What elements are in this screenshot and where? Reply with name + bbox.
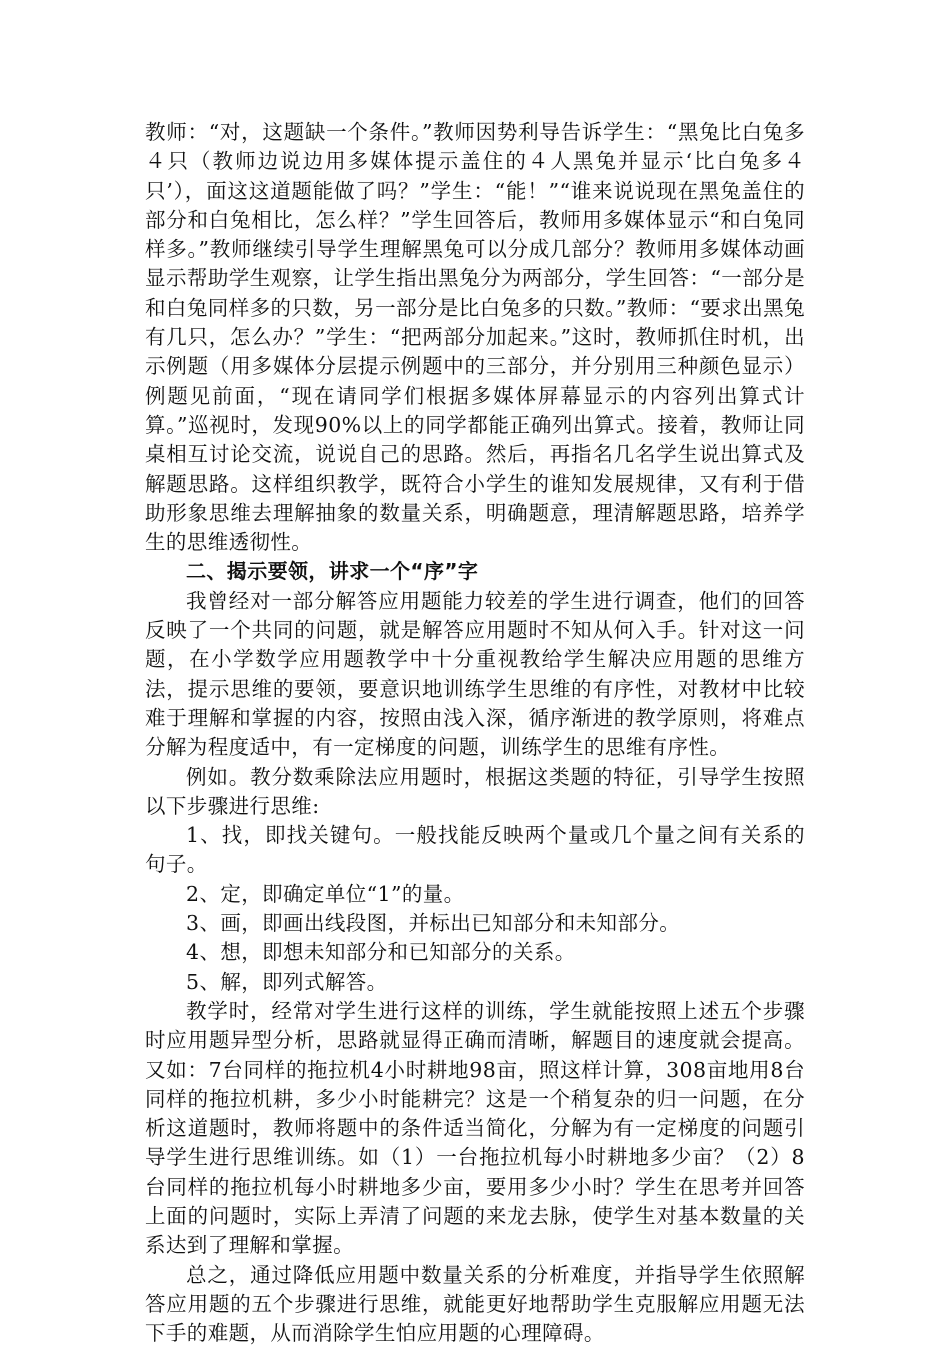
paragraph-survey: 我曾经对一部分解答应用题能力较差的学生进行调查，他们的回答反映了一个共同的问题，就是解答应用题时不知从何入手。针对这一问题，在小学数学应用题教学中十分重视教给学生解决应用题的思维方法，提示思维的要领，要意识地训练学生思维的有序性，对教材中比较难于理解和掌握的内容，按照由浅入深，循序渐进的教学原则，将难点分解为程度适中，有一定梯度的问题，训练学生的思维有序性。 (145, 588, 805, 760)
step-3-draw: 3、画，即画出线段图，并标出已知部分和未知部分。 (186, 911, 681, 936)
document-page (145, 118, 805, 1348)
paragraph-example-intro: 例如。教分数乘除法应用题时，根据这类题的特征，引导学生按照以下步骤进行思维: (145, 764, 805, 818)
section-heading: 二、揭示要领，讲求一个“序”字 (186, 559, 479, 584)
paragraph-conclusion: 总之，通过降低应用题中数量关系的分析难度，并指导学生依照解答应用题的五个步骤进行思维，就能更好地帮助学生克服解应用题无法下手的难题，从而消除学生怕应用题的心理障碍。 (145, 1262, 805, 1346)
step-1-find: 1、找，即找关键句。一般找能反映两个量或几个量之间有关系的句子。 (145, 823, 805, 877)
paragraph-training-example: 教学时，经常对学生进行这样的训练，学生就能按照上述五个步骤时应用题异型分析，思路就显得正确而清晰，解题目的速度就会提高。又如：7台同样的拖拉机4小时耕地98亩，照这样计算，308亩地用8台同样的拖拉机耕，多少小时能耕完？这是一个稍复杂的归一问题，在分析这道题时，教师将题中的条件适当简化，分解为有一定梯度的问题引导学生进行思维训练。如（1）一台拖拉机每小时耕地多少亩？（2）8台同样的拖拉机每小时耕地多少亩，要用多少小时？学生在思考并回答上面的问题时，实际上弄清了问题的来龙去脉，使学生对基本数量的关系达到了理解和掌握。 (145, 998, 805, 1258)
step-2-define: 2、定，即确定单位“1”的量。 (186, 881, 465, 906)
step-5-solve: 5、解，即列式解答。 (186, 969, 388, 994)
step-4-think: 4、想，即想未知部分和已知部分的关系。 (186, 940, 576, 965)
paragraph-teacher-dialogue: 教师：“对，这题缺一个条件。”教师因势利导告诉学生：“黑兔比白兔多４只（教师边说边用多媒体提示盖住的４人黑兔并显示‘比白兔多４只’），面这这道题能做了吗？”学生：“能！”“谁来说说现在黑兔盖住的部分和白兔相比，怎么样？”学生回答后，教师用多媒体显示“和白兔同样多。”教师继续引导学生理解黑兔可以分成几部分？教师用多媒体动画显示帮助学生观察，让学生指出黑兔分为两部分，学生回答：“一部分是和白兔同样多的只数，另一部分是比白兔多的只数。”教师：“要求出黑兔有几只，怎么办？”学生：“把两部分加起来。”这时，教师抓住时机，出示例题（用多媒体分层提示例题中的三部分，并分别用三种颜色显示）例题见前面，“现在请同学们根据多媒体屏幕显示的内容列出算式计算。”巡视时，发现90%以上的同学都能正确列出算式。接着，教师让同桌相互讨论交流，说说自己的思路。然后，再指名几名学生说出算式及解题思路。这样组织教学，既符合小学生的谁知发展规律，又有利于借助形象思维去理解抽象的数量关系，明确题意，理清解题思路，培养学生的思维透彻性。 (145, 120, 805, 555)
